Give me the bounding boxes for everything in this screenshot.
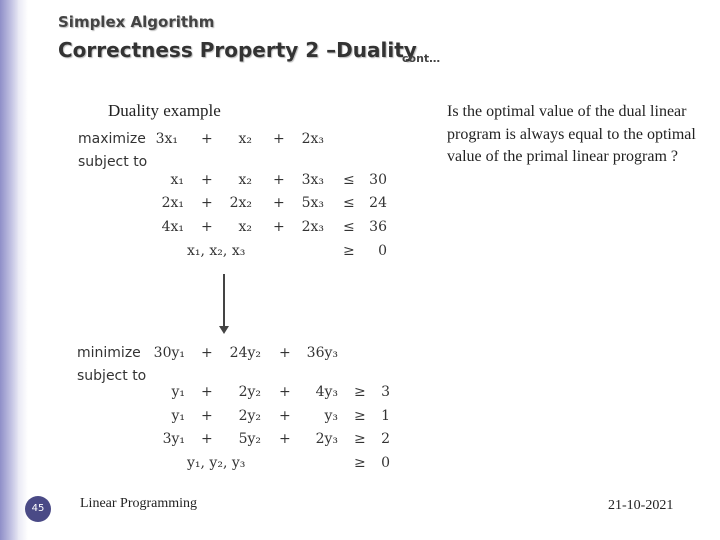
dual-constraint-term: 3y₁ — [162, 431, 185, 447]
dual-constraint-term: 5y₂ — [238, 431, 261, 447]
dual-constraint-term: 2y₂ — [238, 408, 261, 424]
primal-constraint-term: 2x₃ — [301, 219, 324, 235]
dual-constraint-operator: + — [201, 384, 213, 400]
dual-objective-term: 36y₃ — [306, 345, 338, 361]
primal-nonnegativity-vars: x₁, x₂, x₃ — [187, 243, 246, 259]
primal-constraint-term: 3x₃ — [301, 172, 324, 188]
primal-constraint-term: 5x₃ — [301, 195, 324, 211]
dual-constraint-rhs: 1 — [381, 408, 390, 424]
dual-objective-operator: + — [279, 345, 291, 361]
dual-objective-term: 30y₁ — [153, 345, 185, 361]
primal-constraint-term: 2x₁ — [161, 195, 184, 211]
dual-constraint-operator: + — [201, 431, 213, 447]
dual-subject-to-keyword: subject to — [77, 368, 147, 384]
primal-constraint-rhs: 24 — [369, 195, 387, 211]
down-arrow-icon — [219, 326, 229, 334]
dual-constraint-term: y₁ — [171, 384, 185, 400]
dual-nonnegativity-relation: ≥ — [354, 455, 366, 471]
primal-objective-term: x₂ — [238, 131, 252, 147]
primal-subject-to-keyword: subject to — [78, 154, 148, 170]
primal-objective-operator: + — [201, 131, 213, 147]
dual-constraint-term: y₃ — [324, 408, 338, 424]
primal-constraint-term: x₂ — [238, 219, 252, 235]
primal-constraint-rhs: 36 — [369, 219, 387, 235]
slide-kicker: Simplex Algorithm — [58, 13, 215, 31]
dual-objective-term: 24y₂ — [229, 345, 261, 361]
primal-nonnegativity-rhs: 0 — [378, 243, 387, 259]
dual-constraint-term: 2y₃ — [315, 431, 338, 447]
primal-constraint-operator: + — [273, 195, 285, 211]
primal-constraint-relation: ≤ — [343, 195, 355, 211]
dual-constraint-term: 4y₃ — [315, 384, 338, 400]
primal-constraint-term: x₂ — [238, 172, 252, 188]
primal-maximize-keyword: maximize — [78, 131, 146, 147]
arrow-shaft — [223, 274, 225, 328]
primal-constraint-term: 2x₂ — [229, 195, 252, 211]
continued-label: cont… — [402, 52, 441, 65]
side-accent-fade — [18, 0, 28, 540]
primal-constraint-operator: + — [273, 219, 285, 235]
primal-constraint-term: x₁ — [170, 172, 184, 188]
question-text: Is the optimal value of the dual linear program is always equal to the optimal value of the primal linear program ? — [447, 103, 696, 165]
primal-constraint-rhs: 30 — [369, 172, 387, 188]
dual-nonnegativity-rhs: 0 — [381, 455, 390, 471]
primal-nonnegativity-relation: ≥ — [343, 243, 355, 259]
dual-objective-operator: + — [201, 345, 213, 361]
primal-objective-operator: + — [273, 131, 285, 147]
dual-constraint-relation: ≥ — [354, 408, 366, 424]
dual-constraint-operator: + — [279, 431, 291, 447]
dual-constraint-operator: + — [201, 408, 213, 424]
page-number-badge: 45 — [25, 496, 51, 522]
footer-course-title: Linear Programming — [80, 496, 198, 511]
dual-constraint-rhs: 2 — [381, 431, 390, 447]
dual-constraint-operator: + — [279, 384, 291, 400]
footer-date: 21-10-2021 — [608, 498, 674, 513]
dual-nonnegativity-vars: y₁, y₂, y₃ — [187, 455, 246, 471]
primal-constraint-operator: + — [201, 195, 213, 211]
dual-constraint-operator: + — [279, 408, 291, 424]
example-heading: Duality example — [108, 101, 221, 120]
side-accent-bar — [0, 0, 18, 540]
dual-constraint-term: y₁ — [171, 408, 185, 424]
primal-objective-term: 2x₃ — [301, 131, 324, 147]
dual-constraint-relation: ≥ — [354, 431, 366, 447]
dual-constraint-rhs: 3 — [381, 384, 390, 400]
primal-objective-term: 3x₁ — [155, 131, 178, 147]
primal-constraint-operator: + — [201, 219, 213, 235]
primal-constraint-relation: ≤ — [343, 172, 355, 188]
primal-constraint-operator: + — [273, 172, 285, 188]
primal-constraint-term: 4x₁ — [161, 219, 184, 235]
primal-constraint-relation: ≤ — [343, 219, 355, 235]
slide-title: Correctness Property 2 –Duality — [58, 38, 417, 62]
dual-constraint-relation: ≥ — [354, 384, 366, 400]
primal-constraint-operator: + — [201, 172, 213, 188]
dual-minimize-keyword: minimize — [77, 345, 141, 361]
dual-constraint-term: 2y₂ — [238, 384, 261, 400]
